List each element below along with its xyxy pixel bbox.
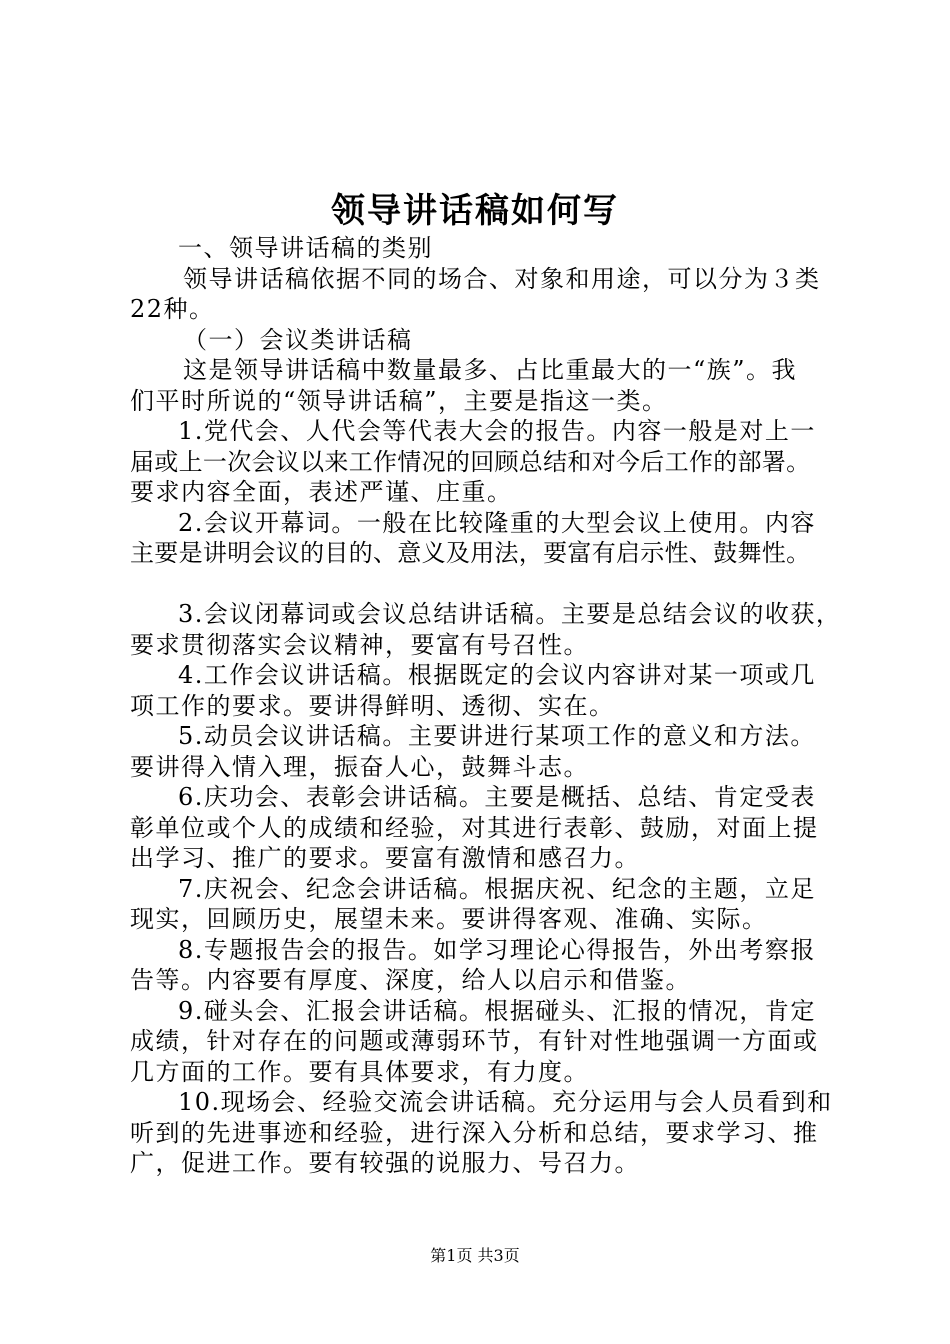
text-line: （一）会议类讲话稿	[183, 325, 413, 354]
text-line: 现实，回顾历史，展望未来。要讲得客观、准确、实际。	[130, 905, 768, 933]
text-line: 领导讲话稿依据不同的场合、对象和用途，可以分为３类	[183, 264, 821, 293]
text-line: 出学习、推广的要求。要富有激情和感召力。	[130, 844, 640, 872]
text-line: 1.党代会、人代会等代表大会的报告。内容一般是对上一	[178, 417, 816, 445]
blank-line	[130, 569, 835, 600]
text-line: 3.会议闭幕词或会议总结讲话稿。主要是总结会议的收获，	[178, 600, 842, 628]
text-line: 告等。内容要有厚度、深度，给人以启示和借鉴。	[130, 966, 691, 994]
text-line: 这是领导讲话稿中数量最多、占比重最大的一“族”。我	[183, 356, 798, 384]
text-line: 要求内容全面，表述严谨、庄重。	[130, 478, 513, 506]
text-line: 届或上一次会议以来工作情况的回顾总结和对今后工作的部署。	[130, 447, 811, 476]
page-footer: 第1页 共3页	[430, 1246, 520, 1265]
text-line: 广，促进工作。要有较强的说服力、号召力。	[130, 1149, 640, 1177]
text-line: 成绩，针对存在的问题或薄弱环节，有针对性地强调一方面或	[130, 1027, 819, 1055]
text-line: 2.会议开幕词。一般在比较隆重的大型会议上使用。内容	[178, 508, 816, 537]
text-line: 们平时所说的“领导讲话稿”，主要是指这一类。	[130, 386, 668, 415]
text-line: 要讲得入情入理，振奋人心，鼓舞斗志。	[130, 752, 589, 781]
text-line: 一、领导讲话稿的类别	[178, 234, 433, 262]
document-body	[130, 233, 842, 1179]
text-line: 10.现场会、经验交流会讲话稿。充分运用与会人员看到和	[178, 1088, 833, 1116]
text-line: 22种。	[130, 295, 215, 323]
text-line: 彰单位或个人的成绩和经验，对其进行表彰、鼓励，对面上提	[130, 813, 819, 842]
text-line: 项工作的要求。要讲得鲜明、透彻、实在。	[130, 691, 615, 720]
text-line: 7.庆祝会、纪念会讲话稿。根据庆祝、纪念的主题，立足	[178, 874, 816, 903]
page-title: 领导讲话稿如何写	[331, 191, 619, 231]
text-line: 9.碰头会、汇报会讲话稿。根据碰头、汇报的情况，肯定	[178, 996, 816, 1025]
text-line: 5.动员会议讲话稿。主要讲进行某项工作的意义和方法。	[178, 722, 816, 750]
text-line: 主要是讲明会议的目的、意义及用法，要富有启示性、鼓舞性。	[130, 539, 811, 567]
text-line: 4.工作会议讲话稿。根据既定的会议内容讲对某一项或几	[178, 661, 816, 689]
text-line: 6.庆功会、表彰会讲话稿。主要是概括、总结、肯定受表	[178, 783, 816, 811]
text-line: 8.专题报告会的报告。如学习理论心得报告，外出考察报	[178, 935, 816, 964]
text-line: 要求贯彻落实会议精神，要富有号召性。	[130, 630, 589, 659]
text-line: 几方面的工作。要有具体要求，有力度。	[130, 1057, 589, 1086]
text-line: 听到的先进事迹和经验，进行深入分析和总结，要求学习、推	[130, 1118, 819, 1147]
